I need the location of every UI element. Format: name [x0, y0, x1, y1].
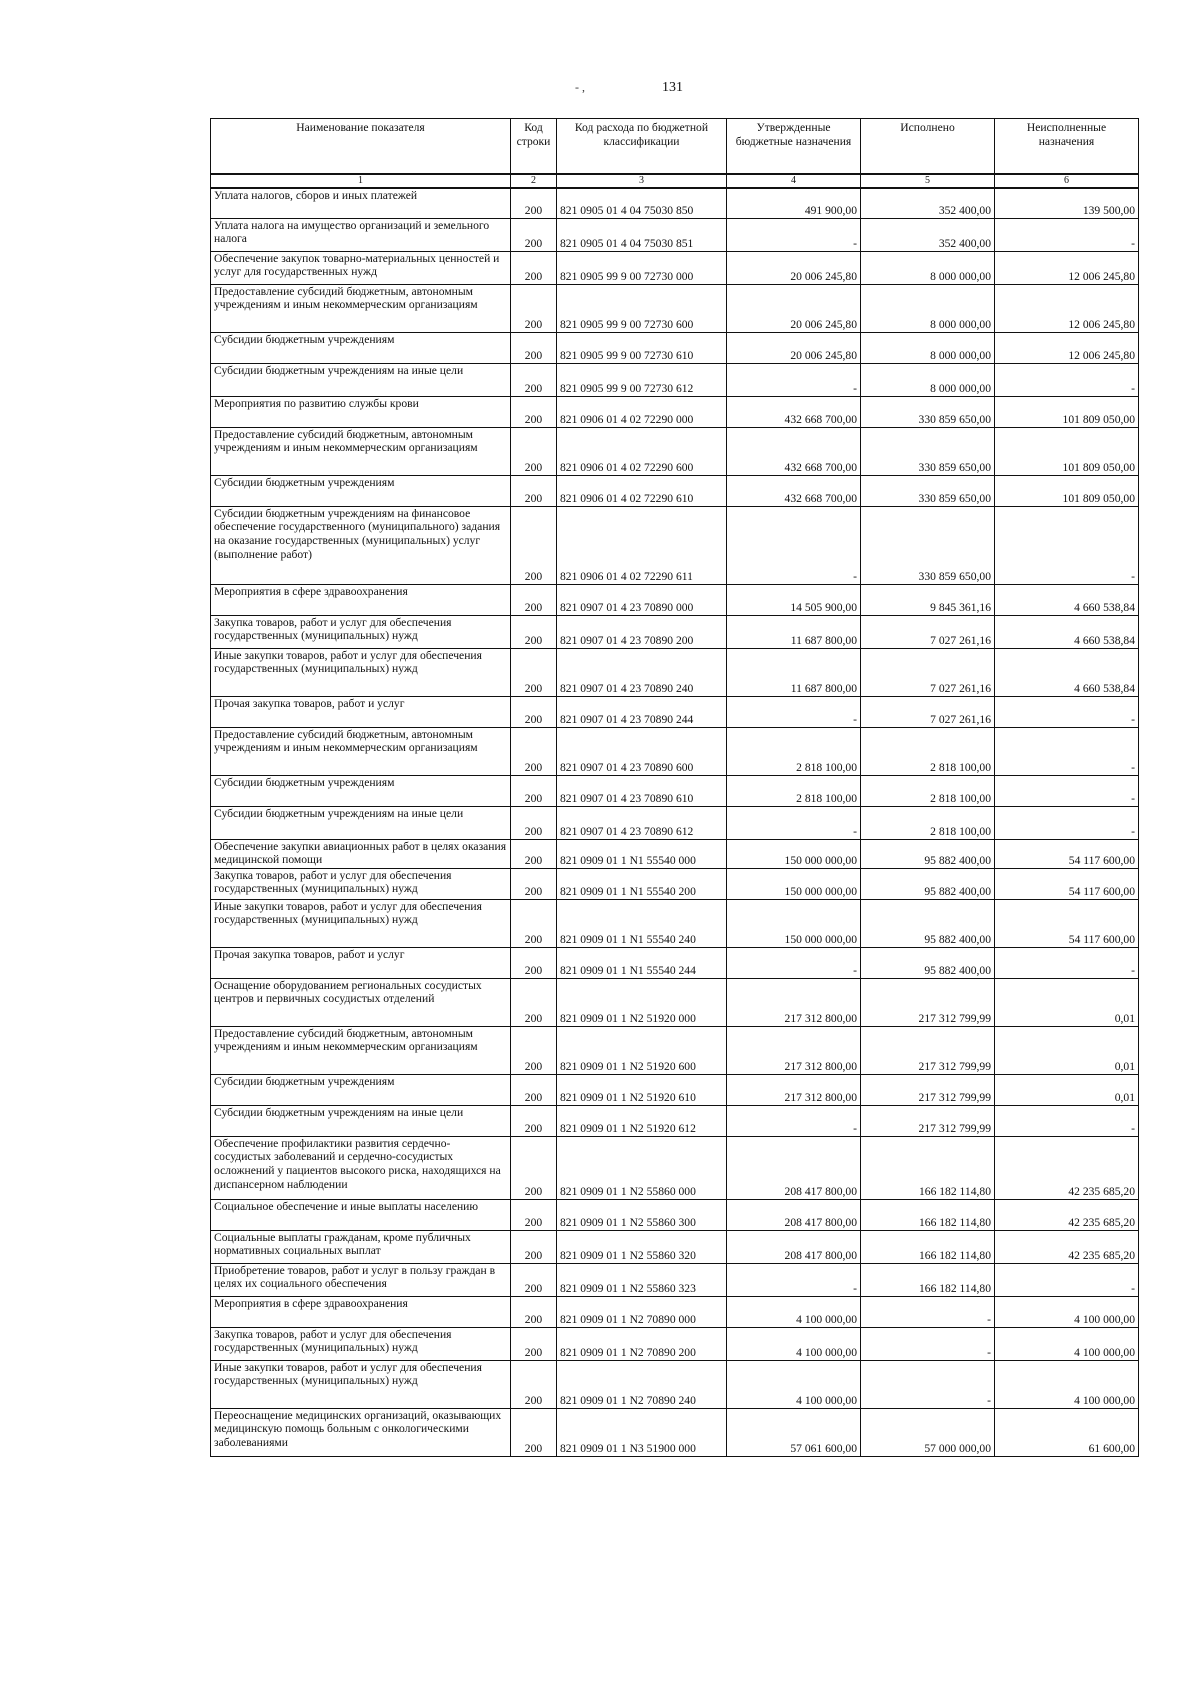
indicator-name-text: Субсидии бюджетным учреждениям — [214, 1074, 395, 1088]
indicator-name-text: Предоставление субсидий бюджетным, автономным учреждениям и иным некоммерческим организациям — [214, 427, 478, 455]
cell-budget-code: 821 0909 01 1 N1 55540 200 — [557, 868, 727, 899]
cell-indicator-name — [211, 1408, 511, 1456]
cell-line-code: 200 — [511, 1074, 557, 1105]
cell-budget-code: 821 0905 99 9 00 72730 600 — [557, 284, 727, 332]
cell-indicator-name — [211, 775, 511, 806]
cell-unexecuted-amount: 12 006 245,80 — [995, 284, 1139, 332]
cell-approved-amount: 217 312 800,00 — [727, 1074, 861, 1105]
cell-line-code: 200 — [511, 1026, 557, 1074]
cell-indicator-name — [211, 806, 511, 839]
cell-unexecuted-amount: 54 117 600,00 — [995, 839, 1139, 868]
cell-approved-amount: 11 687 800,00 — [727, 615, 861, 648]
cell-indicator-name — [211, 947, 511, 978]
cell-indicator-name — [211, 1360, 511, 1408]
indicator-name-text: Субсидии бюджетным учреждениям на иные цели — [214, 806, 464, 820]
table-row — [211, 806, 1139, 839]
cell-indicator-name — [211, 727, 511, 775]
cell-approved-amount: 11 687 800,00 — [727, 648, 861, 696]
cell-line-code: 200 — [511, 806, 557, 839]
cell-indicator-name — [211, 1230, 511, 1263]
cell-budget-code: 821 0909 01 1 N1 55540 000 — [557, 839, 727, 868]
cell-indicator-name — [211, 648, 511, 696]
cell-budget-code: 821 0907 01 4 23 70890 240 — [557, 648, 727, 696]
cell-indicator-name — [211, 284, 511, 332]
cell-budget-code: 821 0909 01 1 N1 55540 240 — [557, 899, 727, 947]
cell-indicator-name — [211, 506, 511, 584]
cell-approved-amount: - — [727, 218, 861, 251]
table-row — [211, 615, 1139, 648]
table-row — [211, 1360, 1139, 1408]
cell-indicator-name — [211, 584, 511, 615]
cell-executed-amount: 8 000 000,00 — [861, 332, 995, 363]
cell-line-code: 200 — [511, 868, 557, 899]
cell-line-code: 200 — [511, 839, 557, 868]
cell-approved-amount: 4 100 000,00 — [727, 1296, 861, 1327]
indicator-name-text: Мероприятия в сфере здравоохранения — [214, 584, 408, 598]
cell-approved-amount: 208 417 800,00 — [727, 1199, 861, 1230]
cell-unexecuted-amount: 4 100 000,00 — [995, 1360, 1139, 1408]
indicator-name-text: Закупка товаров, работ и услуг для обеспечения государственных (муниципальных) нужд — [214, 1327, 452, 1355]
cell-executed-amount: 2 818 100,00 — [861, 727, 995, 775]
cell-indicator-name — [211, 396, 511, 427]
cell-budget-code: 821 0907 01 4 23 70890 000 — [557, 584, 727, 615]
cell-unexecuted-amount: 4 100 000,00 — [995, 1296, 1139, 1327]
cell-approved-amount: 217 312 800,00 — [727, 1026, 861, 1074]
cell-approved-amount: 150 000 000,00 — [727, 868, 861, 899]
indicator-name-text: Оснащение оборудованием региональных сосудистых центров и первичных сосудистых отделений — [214, 978, 482, 1006]
cell-budget-code: 821 0909 01 1 N2 51920 610 — [557, 1074, 727, 1105]
indicator-name-text: Иные закупки товаров, работ и услуг для обеспечения государственных (муниципальных) нужд — [214, 1360, 482, 1388]
cell-unexecuted-amount: - — [995, 363, 1139, 396]
cell-approved-amount: 208 417 800,00 — [727, 1230, 861, 1263]
cell-unexecuted-amount: - — [995, 1263, 1139, 1296]
cell-executed-amount: 352 400,00 — [861, 218, 995, 251]
cell-executed-amount: 217 312 799,99 — [861, 978, 995, 1026]
cell-executed-amount: 2 818 100,00 — [861, 775, 995, 806]
indicator-name-text: Обеспечение закупки авиационных работ в целях оказания медицинской помощи — [214, 839, 507, 867]
cell-unexecuted-amount: 12 006 245,80 — [995, 332, 1139, 363]
indicator-name-text: Уплата налогов, сборов и иных платежей — [214, 189, 418, 202]
indicator-name-text: Предоставление субсидий бюджетным, автономным учреждениям и иным некоммерческим организациям — [214, 1026, 478, 1054]
indicator-name-text: Прочая закупка товаров, работ и услуг — [214, 696, 405, 710]
cell-indicator-name — [211, 218, 511, 251]
table-row — [211, 696, 1139, 727]
cell-unexecuted-amount: - — [995, 947, 1139, 978]
cell-indicator-name — [211, 899, 511, 947]
indicator-name-text: Обеспечение профилактики развития сердечно-сосудистых заболеваний и сердечно-сосудистых осложнений у пациентов высокого риска, находящихся на диспансерном наблюдении — [214, 1136, 501, 1191]
cell-indicator-name — [211, 615, 511, 648]
cell-budget-code: 821 0909 01 1 N2 51920 612 — [557, 1105, 727, 1136]
cell-budget-code: 821 0909 01 1 N2 70890 200 — [557, 1327, 727, 1360]
cell-line-code: 200 — [511, 1360, 557, 1408]
cell-executed-amount: 166 182 114,80 — [861, 1263, 995, 1296]
cell-budget-code: 821 0909 01 1 N2 51920 600 — [557, 1026, 727, 1074]
cell-line-code: 200 — [511, 284, 557, 332]
cell-indicator-name — [211, 251, 511, 284]
cell-line-code: 200 — [511, 1263, 557, 1296]
cell-unexecuted-amount: - — [995, 727, 1139, 775]
table-row — [211, 727, 1139, 775]
table-row — [211, 947, 1139, 978]
cell-unexecuted-amount: 4 100 000,00 — [995, 1327, 1139, 1360]
cell-executed-amount: 217 312 799,99 — [861, 1026, 995, 1074]
column-number: 1 — [211, 174, 511, 188]
column-number-row — [211, 174, 1139, 188]
cell-unexecuted-amount: 0,01 — [995, 978, 1139, 1026]
table-row — [211, 284, 1139, 332]
cell-executed-amount: 352 400,00 — [861, 188, 995, 218]
cell-executed-amount: 330 859 650,00 — [861, 475, 995, 506]
budget-execution-table — [210, 118, 1139, 1457]
cell-line-code: 200 — [511, 475, 557, 506]
cell-unexecuted-amount: 54 117 600,00 — [995, 899, 1139, 947]
cell-indicator-name — [211, 1074, 511, 1105]
cell-line-code: 200 — [511, 506, 557, 584]
cell-budget-code: 821 0905 99 9 00 72730 610 — [557, 332, 727, 363]
column-header-unexecuted: Неисполненные назначения — [995, 119, 1139, 175]
scan-speck: - , — [575, 80, 585, 94]
indicator-name-text: Закупка товаров, работ и услуг для обеспечения государственных (муниципальных) нужд — [214, 615, 452, 643]
page-number: 131 — [662, 80, 683, 95]
cell-unexecuted-amount: 101 809 050,00 — [995, 396, 1139, 427]
cell-indicator-name — [211, 868, 511, 899]
cell-line-code: 200 — [511, 947, 557, 978]
cell-approved-amount: 432 668 700,00 — [727, 427, 861, 475]
cell-budget-code: 821 0909 01 1 N2 55860 000 — [557, 1136, 727, 1199]
cell-line-code: 200 — [511, 584, 557, 615]
cell-line-code: 200 — [511, 1136, 557, 1199]
cell-unexecuted-amount: 42 235 685,20 — [995, 1136, 1139, 1199]
cell-executed-amount: - — [861, 1327, 995, 1360]
cell-indicator-name — [211, 1296, 511, 1327]
cell-line-code: 200 — [511, 978, 557, 1026]
cell-budget-code: 821 0909 01 1 N1 55540 244 — [557, 947, 727, 978]
cell-budget-code: 821 0909 01 1 N3 51900 000 — [557, 1408, 727, 1456]
cell-executed-amount: 57 000 000,00 — [861, 1408, 995, 1456]
cell-budget-code: 821 0909 01 1 N2 51920 000 — [557, 978, 727, 1026]
column-header-executed: Исполнено — [861, 119, 995, 175]
cell-approved-amount: 14 505 900,00 — [727, 584, 861, 615]
indicator-name-text: Переоснащение медицинских организаций, оказывающих медицинскую помощь больным с онкологическими заболеваниями — [214, 1408, 502, 1449]
cell-budget-code: 821 0907 01 4 23 70890 244 — [557, 696, 727, 727]
cell-line-code: 200 — [511, 1408, 557, 1456]
cell-unexecuted-amount: - — [995, 775, 1139, 806]
cell-approved-amount: 2 818 100,00 — [727, 727, 861, 775]
cell-executed-amount: 9 845 361,16 — [861, 584, 995, 615]
cell-approved-amount: - — [727, 506, 861, 584]
table-row — [211, 868, 1139, 899]
cell-budget-code: 821 0909 01 1 N2 70890 240 — [557, 1360, 727, 1408]
cell-executed-amount: 95 882 400,00 — [861, 868, 995, 899]
table-row — [211, 251, 1139, 284]
indicator-name-text: Уплата налога на имущество организаций и земельного налога — [214, 218, 490, 246]
cell-approved-amount: 208 417 800,00 — [727, 1136, 861, 1199]
table-header-row — [211, 119, 1139, 175]
cell-budget-code: 821 0907 01 4 23 70890 610 — [557, 775, 727, 806]
cell-executed-amount: 330 859 650,00 — [861, 396, 995, 427]
cell-line-code: 200 — [511, 218, 557, 251]
cell-indicator-name — [211, 427, 511, 475]
cell-unexecuted-amount: 0,01 — [995, 1026, 1139, 1074]
cell-executed-amount: 95 882 400,00 — [861, 899, 995, 947]
table-row — [211, 1230, 1139, 1263]
column-number: 5 — [861, 174, 995, 188]
cell-line-code: 200 — [511, 648, 557, 696]
cell-approved-amount: - — [727, 363, 861, 396]
cell-executed-amount: 166 182 114,80 — [861, 1230, 995, 1263]
indicator-name-text: Субсидии бюджетным учреждениям — [214, 332, 395, 346]
cell-budget-code: 821 0906 01 4 02 72290 610 — [557, 475, 727, 506]
cell-executed-amount: 8 000 000,00 — [861, 363, 995, 396]
table-row — [211, 332, 1139, 363]
cell-unexecuted-amount: - — [995, 218, 1139, 251]
cell-unexecuted-amount: 4 660 538,84 — [995, 584, 1139, 615]
column-header-line-code: Код строки — [511, 119, 557, 175]
cell-unexecuted-amount: - — [995, 696, 1139, 727]
cell-unexecuted-amount: 54 117 600,00 — [995, 868, 1139, 899]
cell-budget-code: 821 0907 01 4 23 70890 200 — [557, 615, 727, 648]
table-row — [211, 427, 1139, 475]
cell-indicator-name — [211, 1136, 511, 1199]
table-row — [211, 1026, 1139, 1074]
column-header-budget-code: Код расхода по бюджетной классификации — [557, 119, 727, 175]
cell-budget-code: 821 0909 01 1 N2 55860 323 — [557, 1263, 727, 1296]
cell-indicator-name — [211, 332, 511, 363]
cell-line-code: 200 — [511, 396, 557, 427]
table-row — [211, 1074, 1139, 1105]
table-row — [211, 899, 1139, 947]
table-row — [211, 475, 1139, 506]
cell-executed-amount: 330 859 650,00 — [861, 506, 995, 584]
cell-executed-amount: 217 312 799,99 — [861, 1105, 995, 1136]
cell-indicator-name — [211, 1026, 511, 1074]
cell-approved-amount: 20 006 245,80 — [727, 284, 861, 332]
cell-indicator-name — [211, 188, 511, 218]
indicator-name-text: Субсидии бюджетным учреждениям на иные цели — [214, 363, 464, 377]
cell-unexecuted-amount: 101 809 050,00 — [995, 475, 1139, 506]
cell-budget-code: 821 0906 01 4 02 72290 611 — [557, 506, 727, 584]
table-row — [211, 648, 1139, 696]
cell-unexecuted-amount: 42 235 685,20 — [995, 1230, 1139, 1263]
cell-approved-amount: 2 818 100,00 — [727, 775, 861, 806]
table-row — [211, 775, 1139, 806]
cell-executed-amount: 8 000 000,00 — [861, 284, 995, 332]
cell-approved-amount: 20 006 245,80 — [727, 332, 861, 363]
indicator-name-text: Субсидии бюджетным учреждениям — [214, 775, 395, 789]
cell-line-code: 200 — [511, 188, 557, 218]
cell-line-code: 200 — [511, 727, 557, 775]
cell-budget-code: 821 0905 99 9 00 72730 000 — [557, 251, 727, 284]
cell-budget-code: 821 0907 01 4 23 70890 612 — [557, 806, 727, 839]
cell-line-code: 200 — [511, 615, 557, 648]
indicator-name-text: Социальные выплаты гражданам, кроме публичных нормативных социальных выплат — [214, 1230, 471, 1258]
cell-executed-amount: 7 027 261,16 — [861, 615, 995, 648]
cell-line-code: 200 — [511, 427, 557, 475]
cell-indicator-name — [211, 978, 511, 1026]
cell-indicator-name — [211, 475, 511, 506]
cell-executed-amount: 166 182 114,80 — [861, 1199, 995, 1230]
table-row — [211, 218, 1139, 251]
cell-line-code: 200 — [511, 899, 557, 947]
cell-unexecuted-amount: 61 600,00 — [995, 1408, 1139, 1456]
cell-executed-amount: - — [861, 1360, 995, 1408]
cell-unexecuted-amount: - — [995, 1105, 1139, 1136]
indicator-name-text: Обеспечение закупок товарно-материальных ценностей и услуг для государственных нужд — [214, 251, 500, 279]
indicator-name-text: Приобретение товаров, работ и услуг в пользу граждан в целях их социального обеспечения — [214, 1263, 496, 1291]
indicator-name-text: Социальное обеспечение и иные выплаты населению — [214, 1199, 479, 1213]
column-number: 3 — [557, 174, 727, 188]
cell-approved-amount: - — [727, 947, 861, 978]
table-row — [211, 839, 1139, 868]
cell-line-code: 200 — [511, 1105, 557, 1136]
cell-approved-amount: 4 100 000,00 — [727, 1360, 861, 1408]
cell-line-code: 200 — [511, 1296, 557, 1327]
cell-approved-amount: 432 668 700,00 — [727, 475, 861, 506]
cell-indicator-name — [211, 1105, 511, 1136]
cell-approved-amount: - — [727, 696, 861, 727]
cell-approved-amount: 217 312 800,00 — [727, 978, 861, 1026]
cell-executed-amount: 7 027 261,16 — [861, 648, 995, 696]
table-row — [211, 506, 1139, 584]
table-row — [211, 363, 1139, 396]
cell-unexecuted-amount: 4 660 538,84 — [995, 648, 1139, 696]
indicator-name-text: Закупка товаров, работ и услуг для обеспечения государственных (муниципальных) нужд — [214, 868, 452, 896]
cell-unexecuted-amount: 12 006 245,80 — [995, 251, 1139, 284]
table-row — [211, 1263, 1139, 1296]
cell-budget-code: 821 0909 01 1 N2 55860 320 — [557, 1230, 727, 1263]
cell-approved-amount: 4 100 000,00 — [727, 1327, 861, 1360]
cell-unexecuted-amount: - — [995, 806, 1139, 839]
table-row — [211, 1136, 1139, 1199]
cell-line-code: 200 — [511, 1199, 557, 1230]
table-row — [211, 584, 1139, 615]
cell-budget-code: 821 0907 01 4 23 70890 600 — [557, 727, 727, 775]
cell-approved-amount: 150 000 000,00 — [727, 839, 861, 868]
cell-executed-amount: 330 859 650,00 — [861, 427, 995, 475]
indicator-name-text: Предоставление субсидий бюджетным, автономным учреждениям и иным некоммерческим организациям — [214, 284, 478, 312]
cell-budget-code: 821 0906 01 4 02 72290 000 — [557, 396, 727, 427]
indicator-name-text: Мероприятия по развитию службы крови — [214, 396, 419, 410]
column-header-name: Наименование показателя — [211, 119, 511, 175]
cell-executed-amount: 7 027 261,16 — [861, 696, 995, 727]
table-row — [211, 1327, 1139, 1360]
cell-executed-amount: 2 818 100,00 — [861, 806, 995, 839]
indicator-name-text: Субсидии бюджетным учреждениям — [214, 475, 395, 489]
cell-line-code: 200 — [511, 775, 557, 806]
cell-executed-amount: - — [861, 1296, 995, 1327]
cell-approved-amount: - — [727, 1263, 861, 1296]
cell-executed-amount: 166 182 114,80 — [861, 1136, 995, 1199]
cell-budget-code: 821 0905 99 9 00 72730 612 — [557, 363, 727, 396]
cell-unexecuted-amount: 0,01 — [995, 1074, 1139, 1105]
table-row — [211, 1408, 1139, 1456]
cell-unexecuted-amount: 101 809 050,00 — [995, 427, 1139, 475]
cell-budget-code: 821 0909 01 1 N2 55860 300 — [557, 1199, 727, 1230]
cell-approved-amount: 20 006 245,80 — [727, 251, 861, 284]
column-number: 6 — [995, 174, 1139, 188]
cell-approved-amount: 432 668 700,00 — [727, 396, 861, 427]
cell-line-code: 200 — [511, 1230, 557, 1263]
cell-approved-amount: - — [727, 806, 861, 839]
cell-approved-amount: 491 900,00 — [727, 188, 861, 218]
cell-unexecuted-amount: 42 235 685,20 — [995, 1199, 1139, 1230]
indicator-name-text: Прочая закупка товаров, работ и услуг — [214, 947, 405, 961]
table-row — [211, 1199, 1139, 1230]
cell-line-code: 200 — [511, 363, 557, 396]
cell-executed-amount: 217 312 799,99 — [861, 1074, 995, 1105]
table-row — [211, 396, 1139, 427]
column-number: 2 — [511, 174, 557, 188]
cell-indicator-name — [211, 696, 511, 727]
cell-budget-code: 821 0905 01 4 04 75030 850 — [557, 188, 727, 218]
cell-unexecuted-amount: 139 500,00 — [995, 188, 1139, 218]
cell-line-code: 200 — [511, 1327, 557, 1360]
cell-executed-amount: 95 882 400,00 — [861, 947, 995, 978]
table-row — [211, 1105, 1139, 1136]
column-header-approved: Утвержденные бюджетные назначения — [727, 119, 861, 175]
cell-unexecuted-amount: - — [995, 506, 1139, 584]
cell-approved-amount: 150 000 000,00 — [727, 899, 861, 947]
indicator-name-text: Субсидии бюджетным учреждениям на финансовое обеспечение государственного (муниципального) задания на оказание государственных (муниципальных) услуг (выполнение работ) — [214, 506, 501, 561]
indicator-name-text: Иные закупки товаров, работ и услуг для обеспечения государственных (муниципальных) нужд — [214, 899, 482, 927]
cell-line-code: 200 — [511, 251, 557, 284]
table-row — [211, 1296, 1139, 1327]
cell-executed-amount: 8 000 000,00 — [861, 251, 995, 284]
indicator-name-text: Предоставление субсидий бюджетным, автономным учреждениям и иным некоммерческим организациям — [214, 727, 478, 755]
column-number: 4 — [727, 174, 861, 188]
table-row — [211, 188, 1139, 218]
indicator-name-text: Субсидии бюджетным учреждениям на иные цели — [214, 1105, 464, 1119]
table-row — [211, 978, 1139, 1026]
indicator-name-text: Мероприятия в сфере здравоохранения — [214, 1296, 408, 1310]
cell-indicator-name — [211, 363, 511, 396]
cell-budget-code: 821 0909 01 1 N2 70890 000 — [557, 1296, 727, 1327]
cell-indicator-name — [211, 839, 511, 868]
cell-indicator-name — [211, 1199, 511, 1230]
cell-line-code: 200 — [511, 696, 557, 727]
cell-approved-amount: - — [727, 1105, 861, 1136]
cell-unexecuted-amount: 4 660 538,84 — [995, 615, 1139, 648]
cell-approved-amount: 57 061 600,00 — [727, 1408, 861, 1456]
cell-indicator-name — [211, 1263, 511, 1296]
cell-executed-amount: 95 882 400,00 — [861, 839, 995, 868]
cell-budget-code: 821 0906 01 4 02 72290 600 — [557, 427, 727, 475]
cell-budget-code: 821 0905 01 4 04 75030 851 — [557, 218, 727, 251]
cell-indicator-name — [211, 1327, 511, 1360]
cell-line-code: 200 — [511, 332, 557, 363]
indicator-name-text: Иные закупки товаров, работ и услуг для обеспечения государственных (муниципальных) нужд — [214, 648, 482, 676]
